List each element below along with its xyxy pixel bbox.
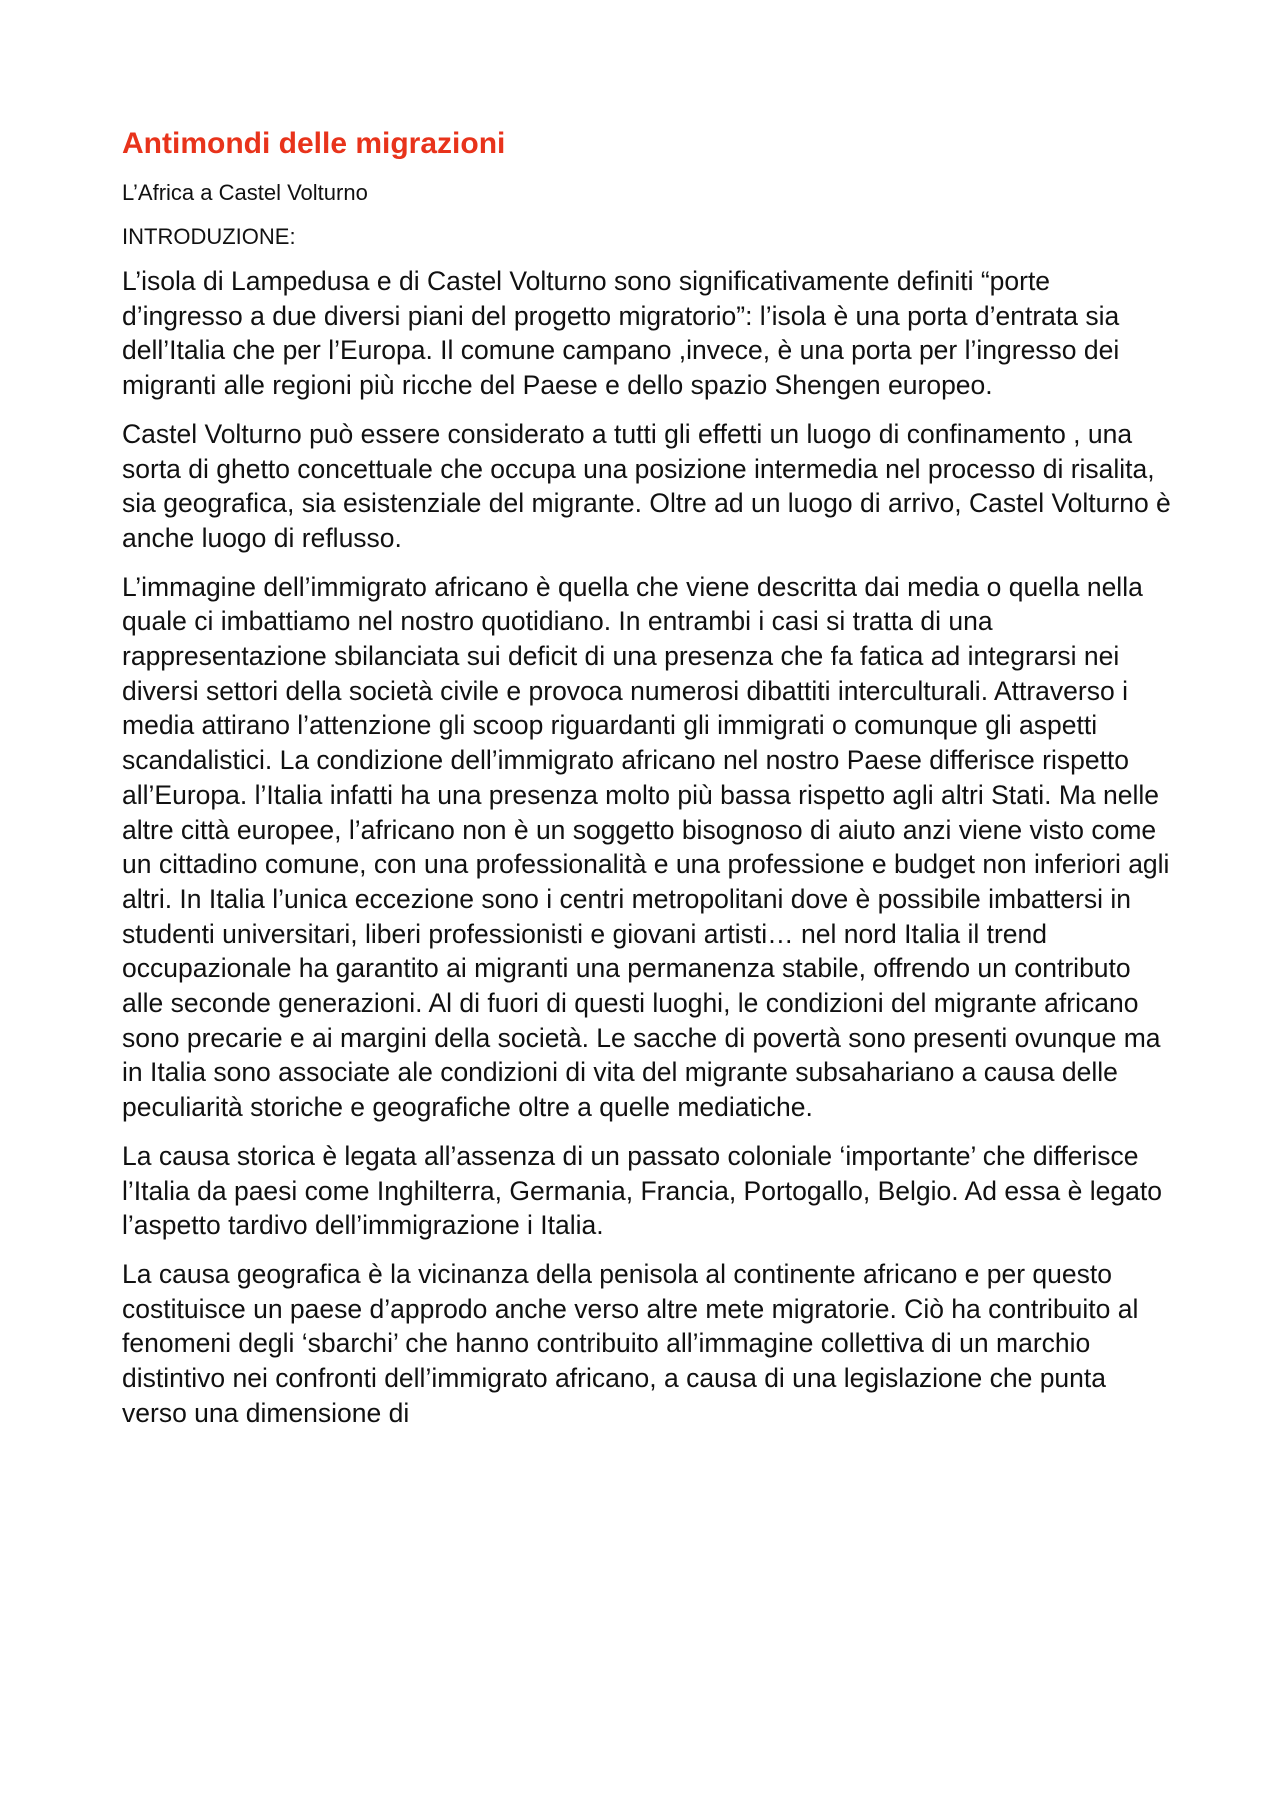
paragraph: L’isola di Lampedusa e di Castel Volturno sono significativamente definiti “porte d’ingresso a due diversi piani del progetto migratorio”: l’isola è una porta d’entrata sia dell’Italia che per l’Europa. Il comune campano ,invece, è una porta per l’ingresso dei migranti alle regioni più ricche del Paese e dello spazio Shengen europeo. bbox=[122, 266, 1120, 401]
section-label: INTRODUZIONE: bbox=[122, 224, 296, 249]
document-page bbox=[122, 124, 1172, 1445]
document-title: Antimondi delle migrazioni bbox=[122, 127, 506, 160]
paragraph: La causa storica è legata all’assenza di un passato coloniale ‘importante’ che differisce l’Italia da paesi come Inghilterra, Germania, Francia, Portogallo, Belgio. Ad essa è legato l’aspetto tardivo dell’immigrazione i Italia. bbox=[122, 1140, 1162, 1241]
paragraph: L’immagine dell’immigrato africano è quella che viene descritta dai media o quella nella quale ci imbattiamo nel nostro quotidiano. In entrambi i casi si tratta di una rappresentazione sbilanciata sui deficit di una presenza che fa fatica ad integrarsi nei diversi settori della società civile e provoca numerosi dibattiti interculturali. Attraverso i media attirano l’attenzione gli scoop riguardanti gli immigrati o comunque gli aspetti scandalistici. La condizione dell’immigrato africano nel nostro Paese differisce rispetto all’Europa. l’Italia infatti ha una presenza molto più bassa rispetto agli altri Stati. Ma nelle altre città europee, l’africano non è un soggetto bisognoso di aiuto anzi viene visto come un cittadino comune, con una professionalità e una professione e budget non inferiori agli altri. In Italia l’unica eccezione sono i centri metropolitani dove è possibile imbattersi in studenti universitari, liberi professionisti e giovani artisti… nel nord Italia il trend occupazionale ha garantito ai migranti una permanenza stabile, offrendo un contributo alle seconde generazioni. Al di fuori di questi luoghi, le condizioni del migrante africano sono precarie e ai margini della società. Le sacche di povertà sono presenti ovunque ma in Italia sono associate ale condizioni di vita del migrante subsahariano a causa delle peculiarità storiche e geografiche oltre a quelle mediatiche. bbox=[122, 571, 1170, 1123]
document-subtitle: L’Africa a Castel Volturno bbox=[122, 180, 368, 205]
paragraph: Castel Volturno può essere considerato a tutti gli effetti un luogo di confinamento , una sorta di ghetto concettuale che occupa una posizione intermedia nel processo di risalita, sia geografica, sia esistenziale del migrante. Oltre ad un luogo di arrivo, Castel Volturno è anche luogo di reflusso. bbox=[122, 418, 1171, 553]
paragraph: La causa geografica è la vicinanza della penisola al continente africano e per questo costituisce un paese d’approdo anche verso altre mete migratorie. Ciò ha contribuito al fenomeni degli ‘sbarchi’ che hanno contribuito all’immagine collettiva di un marchio distintivo nei confronti dell’immigrato africano, a causa di una legislazione che punta verso una dimensione di bbox=[122, 1258, 1139, 1428]
